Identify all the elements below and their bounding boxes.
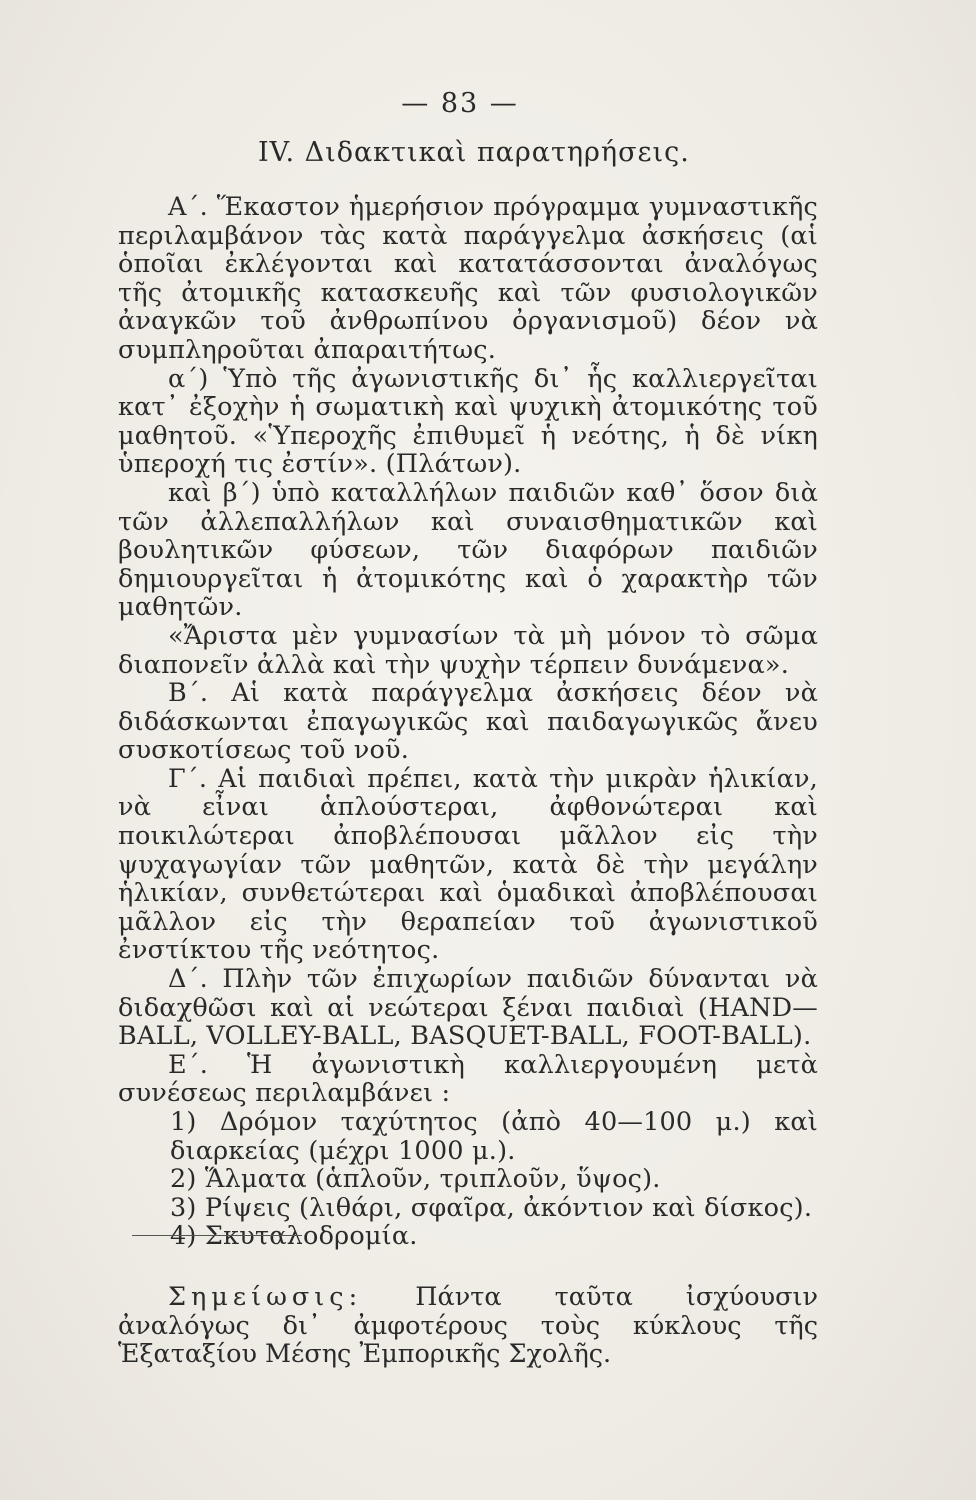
body-text	[118, 193, 818, 1251]
paragraph-e: Ε΄. Ἡ ἀγωνιστικὴ καλλιεργουμένη μετὰ συνέσεως περιλαμβάνει :	[118, 1049, 818, 1109]
footnote-text: Πάντα ταῦτα ἰσχύουσιν ἀναλόγως δι᾽ ἀμφοτέρους τοὺς κύκλους τῆς Ἑξαταξίου Μέσης Ἐμπορικῆς Σχολῆς.	[118, 1282, 818, 1370]
paragraph-b: Β΄. Αἱ κατὰ παράγγελμα ἀσκήσεις δέον νὰ διδάσκωνται ἐπαγωγικῶς καὶ παιδαγωγικῶς ἄνευ συσκοτίσεως τοῦ νοῦ.	[118, 678, 818, 766]
list-item: 3) Ρίψεις (λιθάρι, σφαῖρα, ἀκόντιον καὶ δίσκος).	[170, 1192, 813, 1223]
page-number: — 83 —	[401, 88, 519, 119]
paragraph-d: Δ΄. Πλὴν τῶν ἐπιχωρίων παιδιῶν δύνανται νὰ διδαχθῶσι καὶ αἱ νεώτεραι ξέναι παιδιαὶ (HAND—BALL, VOLLEY-BALL, BASQUET-BALL, FOOT-BALL).	[118, 964, 818, 1052]
paragraph-a: Α΄. Ἕκαστον ἡμερήσιον πρόγραμμα γυμναστικῆς περιλαμβάνον τὰς κατὰ παράγγελμα ἀσκήσεις (αἱ ὁποῖαι ἐκλέγονται καὶ κατατάσσονται ἀναλόγως τῆς ἀτομικῆς κατασκευῆς καὶ τῶν φυσιολογικῶν ἀναγκῶν τοῦ ἀνθρωπίνου ὀργανισμοῦ) δέον νὰ συμπληροῦται ἀπαραιτήτως.	[118, 192, 818, 365]
paragraph-a-alpha: α΄) Ὑπὸ τῆς ἀγωνιστικῆς δι᾽ ἧς καλλιεργεῖται κατ᾽ ἐξοχὴν ἡ σωματικὴ καὶ ψυχικὴ ἀτομικότης τοῦ μαθητοῦ. «Ὑπεροχῆς ἐπιθυμεῖ ἡ νεότης, ἡ δὲ νίκη ὑπεροχή τις ἐστίν». (Πλάτων).	[118, 363, 818, 480]
paragraph-a-beta: καὶ β΄) ὑπὸ καταλλήλων παιδιῶν καθ᾽ ὅσον διὰ τῶν ἀλλεπαλλήλων καὶ συναισθηματικῶν καὶ βουλητικῶν φύσεων, τῶν διαφόρων παιδιῶν δημιουργεῖται ἡ ἀτομικότης καὶ ὁ χαρακτὴρ τῶν μαθητῶν.	[118, 477, 818, 623]
section-title: IV. Διδακτικαὶ παρατηρήσεις.	[258, 137, 690, 168]
quotation: «Ἄριστα μὲν γυμνασίων τὰ μὴ μόνον τὸ σῶμα διαπονεῖν ἀλλὰ καὶ τὴν ψυχὴν τέρπειν δυνάμενα».	[118, 620, 818, 680]
footnote-label: Σημείωσις:	[168, 1282, 363, 1312]
paragraph-c: Γ΄. Αἱ παιδιαὶ πρέπει, κατὰ τὴν μικρὰν ἡλικίαν, νὰ εἶναι ἁπλούστεραι, ἀφθονώτεραι καὶ ποικιλώτεραι ἀποβλέπουσαι μᾶλλον εἰς τὴν ψυχαγωγίαν τῶν μαθητῶν, κατὰ δὲ τὴν μεγάλην ἡλικίαν, συνθετώτεραι καὶ ὁμαδικαὶ ἀποβλέπουσαι μᾶλλον εἰς τὴν θεραπείαν τοῦ ἀγωνιστικοῦ ἐνστίκτου τῆς νεότητος.	[118, 763, 818, 966]
footnote-divider	[132, 1235, 302, 1236]
list-item: 1) Δρόμον ταχύτητος (ἀπὸ 40—100 μ.) καὶ διαρκείας (μέχρι 1000 μ.).	[170, 1107, 818, 1166]
list-item: 2) Ἅλματα (ἁπλοῦν, τριπλοῦν, ὕψος).	[170, 1164, 661, 1195]
list-item: 4) Σκυταλοδρομία.	[170, 1221, 418, 1252]
footnote	[118, 1283, 818, 1369]
